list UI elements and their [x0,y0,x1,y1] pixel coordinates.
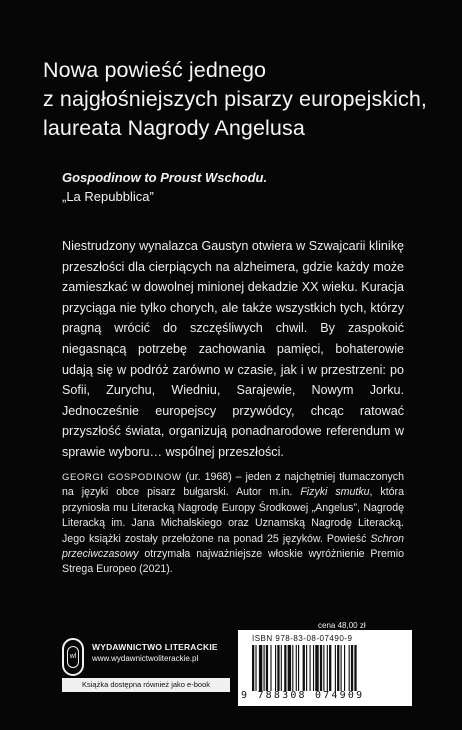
author-bio [62,470,404,578]
barcode-bar [284,645,286,691]
isbn-barcode [238,630,412,706]
publisher-name: WYDAWNICTWO LITERACKIE [92,642,218,652]
barcode-bar [303,645,305,691]
barcode-bar [313,645,314,691]
publisher-url[interactable]: www.wydawnictwoliterackie.pl [92,654,199,663]
headline [43,56,443,143]
barcode-bar [354,645,356,691]
barcode-bar [288,645,291,691]
bio-text-2: , która przyniosła mu Literacką Nagrodę Europy Środkowej „Angelus”, Nagrodę Literacką im. Jana Michalskiego oraz Uznamską Nagrodę Literacką. Jego książki zostały przełożone na ponad 25 języków. Powieść [62,486,404,545]
barcode-bars [250,645,406,691]
barcode-bar [298,645,299,691]
barcode-bar [292,645,293,691]
barcode-bar [320,645,322,691]
barcode-bar [335,645,336,691]
ebook-note: Książka dostępna również jako e-book [62,678,230,692]
barcode-bar [281,645,282,691]
bio-title-1: Fizyki smutku [300,486,370,499]
barcode-bar [315,645,318,691]
press-quote [62,168,442,206]
barcode-bar [266,645,268,691]
author-name: GEORGI GOSPODINOW [62,472,182,483]
barcode-bar [337,645,339,691]
barcode-bar [252,645,254,691]
bio-title-2: Schron przeciwczasowy [62,532,404,561]
barcode-bar [344,645,345,691]
barcode-bar [259,645,262,691]
logo-letters: wl [67,646,79,668]
barcode-bar [264,645,265,691]
barcode-bar [323,645,324,691]
barcode-digits: 9 788308 074909 [241,690,365,701]
headline-line-2: z najgłośniejszych pisarzy europejskich, [43,87,428,111]
barcode-bar [277,645,279,691]
barcode-bar [329,645,331,691]
barcode-bar [349,645,350,691]
bio-text-1: (ur. 1968) – jeden z najchętniej tłumaczonych na języki obce pisarz bułgarski. Autor m.in. [62,471,404,499]
publisher-block [62,638,232,698]
barcode-bar [327,645,328,691]
barcode-bar [310,645,311,691]
barcode-bar [270,645,271,691]
quote-text: Gospodinow to Proust Wschodu. [62,170,268,185]
headline-line-1: Nowa powieść jednego [43,58,267,82]
barcode-bar [341,645,342,691]
quote-source: „La Repubblica” [62,189,154,204]
headline-line-3: laureata Nagrody Angelusa [43,116,305,140]
barcode-bar [306,645,307,691]
book-description: Niestrudzony wynalazca Gaustyn otwiera w Szwajcarii klinikę przeszłości dla cierpiących na alzheimera, gdzie każdy może zamieszkać w dowolnej minionej dekadzie XX wieku. Kuracja przyciąga nie tylko chorych, ale także wszystkich tych, którzy pragną wrócić do szczęśliwych chwil. By zaspokoić niegasnącą potrzebę zachowania pamięci, bohaterowie udają się w podróż zarówno w czasie, jak i w przestrzeni: po Sofii, Zurychu, Wiedniu, Sarajewie, Nowym Jorku. Jednocześnie europejscy przywódcy, chcąc ratować przyszłość świata, organizują ponadnarodowe referendum w sprawie wyboru… wspólnej przeszłości. [62,239,404,459]
publisher-logo-icon [62,638,84,676]
isbn-label: ISBN 978-83-08-07490-9 [252,634,353,643]
barcode-bar [296,645,297,691]
barcode-bar [275,645,276,691]
bio-text-3: otrzymała najważniejsze włoskie wyróżnienie Premio Strega Europeo (2021). [62,548,404,576]
barcode-bar [351,645,353,691]
barcode-bar [255,645,256,691]
price-label: cena 48,00 zł [318,621,366,630]
